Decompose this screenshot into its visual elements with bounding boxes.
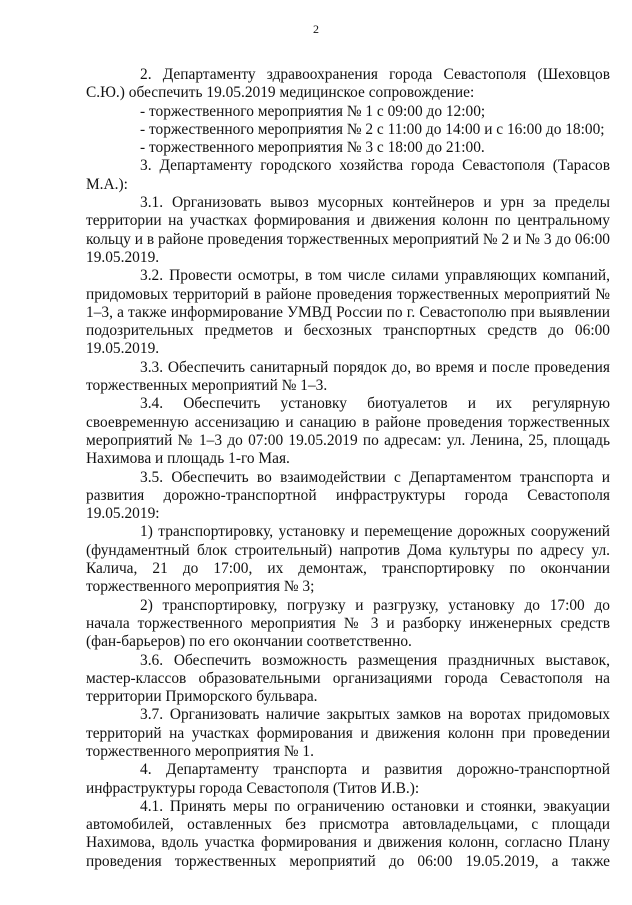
paragraph-2-bullet-3: - торжественного мероприятия № 3 с 18:00 до 21:00. <box>140 139 485 157</box>
paragraph-3-5-1: 1) транспортировку, установку и перемещение дорожных сооружений (фундаментный блок строительный) напротив Дома культуры по адресу ул. Калича, 21 до 17:00, их демонтаж, транспортировку по окончании торжественного мероприятия № 3; <box>86 523 610 596</box>
paragraph-3-6: 3.6. Обеспечить возможность размещения праздничных выставок, мастер-классов образовательными организациями города Севастополя на территории Приморского бульвара. <box>86 651 610 706</box>
paragraph-2: 2. Департаменту здравоохранения города Севастополя (Шеховцов С.Ю.) обеспечить 19.05.2019 медицинское сопровождение: <box>86 66 610 102</box>
document-body <box>86 66 610 871</box>
paragraph-3-5: 3.5. Обеспечить во взаимодействии с Департаментом транспорта и развития дорожно-транспортной инфраструктуры города Севастополя 19.05.2019: <box>86 468 610 523</box>
paragraph-3-4: 3.4. Обеспечить установку биотуалетов и их регулярную своевременную ассенизацию и санацию в районе проведения торжественных мероприятий № 1–3 до 07:00 19.05.2019 по адресам: ул. Ленина, 25, площадь Нахимова и площадь 1-го Мая. <box>86 395 610 468</box>
paragraph-4: 4. Департаменту транспорта и развития дорожно-транспортной инфраструктуры города Севастополя (Титов И.В.): <box>86 761 610 797</box>
paragraph-2-bullet-2: - торжественного мероприятия № 2 с 11:00 до 14:00 и с 16:00 до 18:00; <box>140 120 605 138</box>
paragraph-3-2: 3.2. Провести осмотры, в том числе силами управляющих компаний, придомовых территорий в районе проведения торжественных мероприятий № 1–3, а также информирование УМВД России по г. Севастополю при выявлении подозрительных предметов и бесхозных транспортных средств до 06:00 19.05.2019. <box>86 267 610 358</box>
paragraph-3-5-2: 2) транспортировку, погрузку и разгрузку, установку до 17:00 до начала торжественного мероприятия № 3 и разборку инженерных средств (фан-барьеров) по его окончании соответственно. <box>86 596 610 651</box>
paragraph-3-1: 3.1. Организовать вывоз мусорных контейнеров и урн за пределы территории на участках формирования и движения колонн по центральному кольцу и в районе проведения торжественных мероприятий № 2 и № 3 до 06:00 19.05.2019. <box>86 194 610 266</box>
paragraph-3: 3. Департаменту городского хозяйства города Севастополя (Тарасов М.А.): <box>86 157 610 193</box>
page-number: 2 <box>313 22 319 36</box>
paragraph-3-7: 3.7. Организовать наличие закрытых замков на воротах придомовых территорий на участках формирования и движения колонн при проведении торжественного мероприятия № 1. <box>86 706 610 760</box>
paragraph-4-1: 4.1. Принять меры по ограничению остановки и стоянки, эвакуации автомобилей, оставленных без присмотра автовладельцами, с площади Нахимова, вдоль участка формирования и движения колонн, согласно Плану проведения торжественных мероприятий до 06:00 19.05.2019, а также <box>86 797 610 870</box>
paragraph-2-bullet-1: - торжественного мероприятия № 1 с 09:00 до 12:00; <box>140 102 486 120</box>
paragraph-3-3: 3.3. Обеспечить санитарный порядок до, во время и после проведения торжественных мероприятий № 1–3. <box>86 358 610 395</box>
